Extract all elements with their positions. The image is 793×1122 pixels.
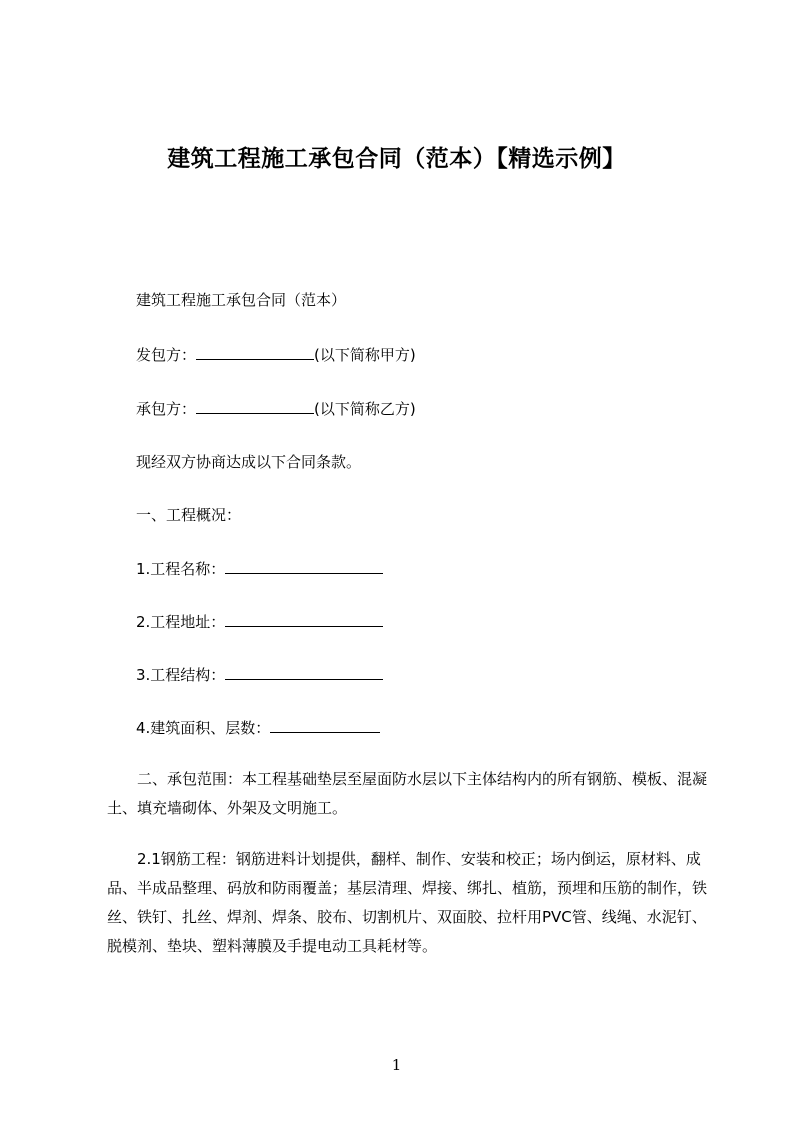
contract-subtitle: 建筑工程施工承包合同（范本） — [136, 291, 347, 309]
item4-blank — [270, 718, 380, 733]
section2-text: 二、承包范围：本工程基础垫层至屋面防水层以下主体结构内的所有钢筋、模板、混凝土、填充墙砌体、外架及文明施工。 — [107, 770, 708, 817]
item4-line — [136, 718, 380, 737]
party-a-line — [136, 345, 416, 364]
clause-2-1-paragraph — [107, 845, 717, 961]
agreement-line: 现经双方协商达成以下合同条款。 — [136, 453, 362, 471]
item2-line — [136, 612, 383, 631]
party-b-blank — [196, 399, 314, 414]
item3-label: 3.工程结构： — [136, 666, 226, 684]
item2-label: 2.工程地址： — [136, 613, 226, 631]
section1-heading: 一、工程概况： — [136, 506, 242, 524]
item3-blank — [225, 665, 383, 680]
item4-label: 4.建筑面积、层数： — [136, 719, 271, 737]
party-b-line — [136, 399, 416, 418]
party-b-note: (以下简称乙方) — [314, 400, 416, 418]
party-a-blank — [196, 345, 314, 360]
item1-label: 1.工程名称： — [136, 560, 226, 578]
document-title: 建筑工程施工承包合同（范本）【精选示例】 — [167, 146, 626, 172]
party-a-note: (以下简称甲方) — [314, 346, 416, 364]
page-number: 1 — [391, 1056, 402, 1074]
item2-blank — [225, 612, 383, 627]
item1-blank — [225, 559, 383, 574]
party-b-label: 承包方： — [136, 400, 197, 418]
item1-line — [136, 559, 383, 578]
clause-2-1-text: 2.1钢筋工程：钢筋进料计划提供，翻样、制作、安装和校正；场内倒运，原材料、成品、半成品整理、码放和防雨覆盖；基层清理、焊接、绑扎、植筋，预埋和压筋的制作，铁丝、铁钉、扎丝、焊剂、焊条、胶布、切割机片、双面胶、拉杆用PVC管、线绳、水泥钉、脱模剂、垫块、塑料薄膜及手提电动工具耗材等。 — [107, 850, 708, 955]
section2-paragraph — [107, 765, 717, 823]
party-a-label: 发包方： — [136, 346, 197, 364]
item3-line — [136, 665, 383, 684]
